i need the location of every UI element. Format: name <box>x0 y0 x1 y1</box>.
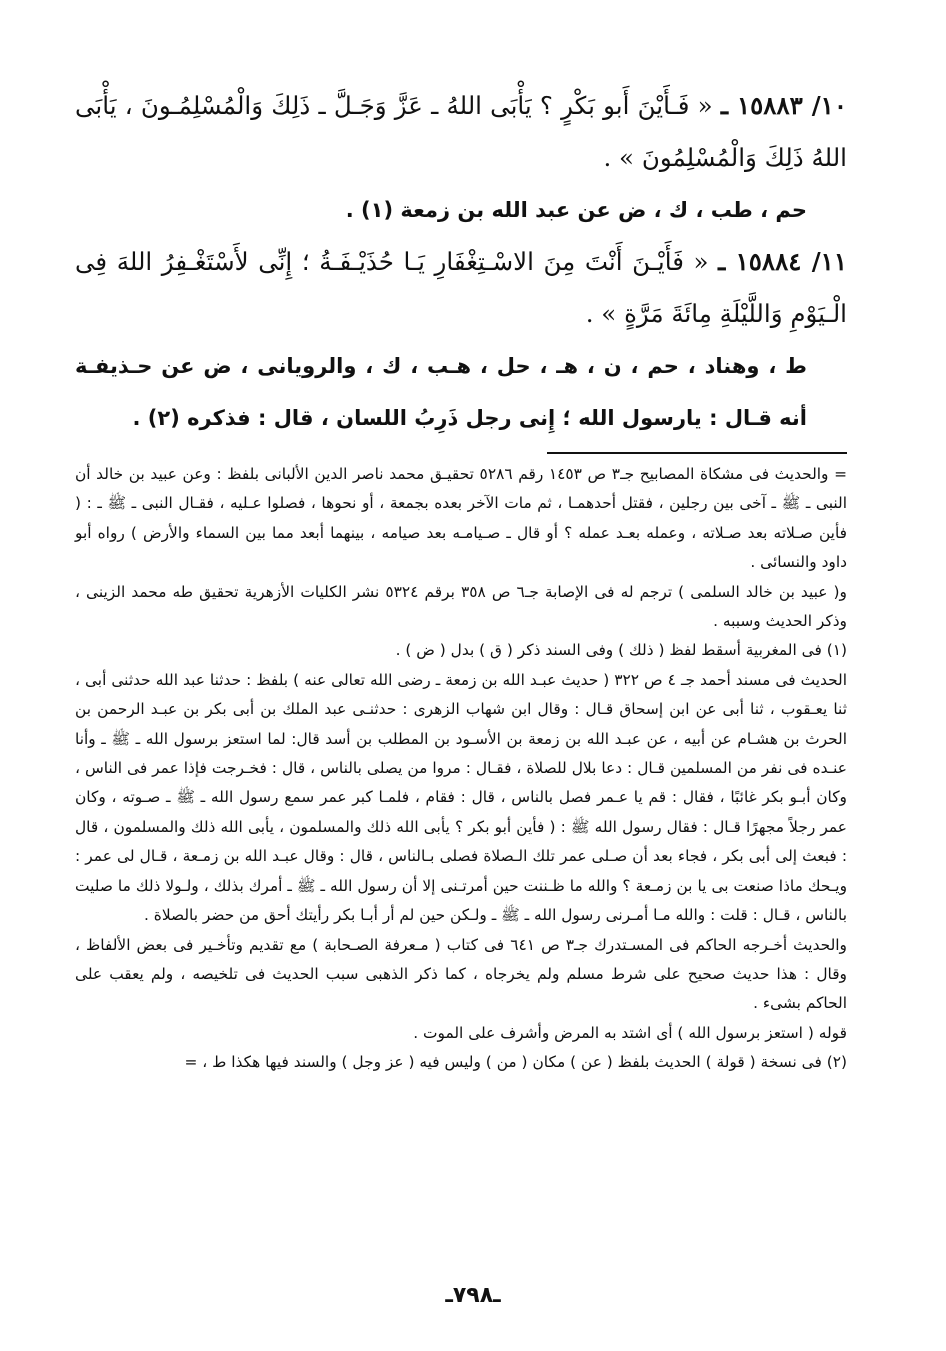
hadith-1 <box>75 80 847 184</box>
footnote-continuation: = والحديث فى مشكاة المصابيح جـ٣ ص ١٤٥٣ رقم ٥٢٨٦ تحقيـق محمد ناصر الدين الألبانى بلفظ : وعن عبيد بن خالد أن النبى ـ ﷺ ـ آخى بين رجلين ، فقتل أحدهمـا ، ثم مات الآخر بعده بجمعة ، أو نحوها ، فصلوا عـليه ، فقـال النبى ـ ﷺ ـ : ( فأين صـلاته بعد صـلاته ، وعمله بعـد عمله ؟ أو قال ـ صـيامـه بعد صيامه ، بينهما أبعد مما بين السماء والأرض ) رواه أبو داود والنسائى . <box>75 465 847 572</box>
footnote-1-musnad: الحديث فى مسند أحمد جـ ٤ ص ٣٢٢ ( حديث عبـد الله بن زمعة ـ رضى الله تعالى عنه ) بلفظ : حدثنا عبد الله حدثنى أبى ، ثنا يعـقوب ، ثنا أبى عن ابن إسحاق قـال : وقال ابن شهاب الزهرى : حدثنـى عبد الملك بن أبى بكر بن عبـد الرحمن بن الحرث بن هشـام عن أبيه ، عن عبـد الله بن زمعة بن الأسـود بن المطلب بن أسد قال: لما استعز برسول الله ـ ﷺ ـ وأنا عنـده فى نفر من المسلمين قـال : دعا بلال للصلاة ، فقـال : مروا من يصلى بالناس ، قال : فخـرجت فإذا عمر فى الناس ، وكان أبـو بكر غائبًا ، فقال : قم يا عـمر فصل بالناس ، قال : فقام ، فلمـا كبر عمر سمع رسول الله ـ ﷺ ـ صـوته ، وكان عمر رجلاً مجهرًا قـال : فقال رسول الله ﷺ : ( فأين أبو بكر ؟ يأبى الله ذلك والمسلمون ، يأبى الله ذلك والمسلمون ، قال : فبعث إلى أبى بكر ، فجاء بعد أن صـلى عمر تلك الـصلاة فصلى بـالناس ، قال : وقال عبـد الله بن زمـعة ، قـال لى عمر : ويـحك ماذا صنعت بى يا بن زمـعة ؟ والله ما ظـننت حين أمرتـنى إلا أن رسول الله ـ ﷺ ـ أمرك بذلك ، ولـولا ذلك ما صليت بالناس ، قـال : قلت : والله مـا أمـرنى رسول الله ـ ﷺ ـ ولـكن حين لم أر أبـا بكر رأيتك أحق من حضر بالصلاة . <box>75 670 847 925</box>
footnote-ubayd: و( عبيد بن خالد السلمى ) ترجم له فى الإصابة جـ٦ ص ٣٥٨ برقم ٥٣٢٤ نشر الكليات الأزهرية تحقيق طه محمد الزينى ، وذكر الحديث وسببه . <box>75 582 847 631</box>
footnote-1-gloss: قوله ( استعز برسول الله ) أى اشتد به المرض وأشرف على الموت . <box>413 1023 847 1042</box>
hadith-2-number: ١١/ ١٥٨٨٤ ـ <box>718 247 847 276</box>
hadith-2-text: « فَأَيْـنَ أَنْتَ مِنَ الاسْـتِغْفَارِ يَـا حُذَيْـفَـةُ ؛ إِنِّى لأَسْتَغْـفِرُ اللهَ فِى الْـيَوْمِ وَاللَّيْلَةِ مِائَةَ مَرَّةٍ » . <box>75 247 847 328</box>
footnote-divider <box>547 452 847 454</box>
hadith-1-text: « فَـأَيْنَ أَبو بَكْرٍ ؟ يَأْبَى اللهُ ـ عَزَّ وَجَـلَّ ـ ذَلِكَ وَالْمُسْلِمُـونَ ، يَأْبَى اللهُ ذَلِكَ وَالْمُسْلِمُونَ » . <box>75 91 847 172</box>
footnote-2: (٢) فى نسخة ( قولة ) الحديث بلفظ ( عن ) مكان ( من ) وليس فيه ( عز وجل ) والسند فيها هكذا ط ، = <box>184 1053 847 1072</box>
hadith-2-source: ط ، وهناد ، حم ، ن ، هـ ، حل ، هـب ، ك ، والرويانى ، ض عن حـذيفـة أنه قـال : يارسول الله ؛ إِنى رجل ذَرِبُ اللسان ، قال : فذكره (٢) . <box>75 354 807 430</box>
footnote-1: (١) فى المغربية أسقط لفظ ( ذلك ) وفى السند ذكر ( ق ) بدل ( ض ) . <box>395 641 847 660</box>
hadith-2 <box>75 236 847 340</box>
page-body <box>75 80 847 1078</box>
page-number: ـ٧٩٨ـ <box>445 1283 501 1308</box>
footnote-1-hakim: والحديث أخـرجه الحاكم فى المسـتدرك جـ٣ ص ٦٤١ فى كتاب ( مـعرفة الصـحابة ) مع تقديم وتأخـير فى بعض الألفاظ ، وقال : هذا حديث صحيح على شرط مسلم ولم يخرجاه ، كما ذكر الذهبى سبب الحديث فى تلخيصه ، ولم يعقب على الحاكم بشىء . <box>75 935 847 1013</box>
hadith-1-number: ١٠/ ١٥٨٨٣ ـ <box>720 91 847 120</box>
hadith-1-source: حم ، طب ، ك ، ض عن عبد الله بن زمعة (١) . <box>345 198 807 222</box>
